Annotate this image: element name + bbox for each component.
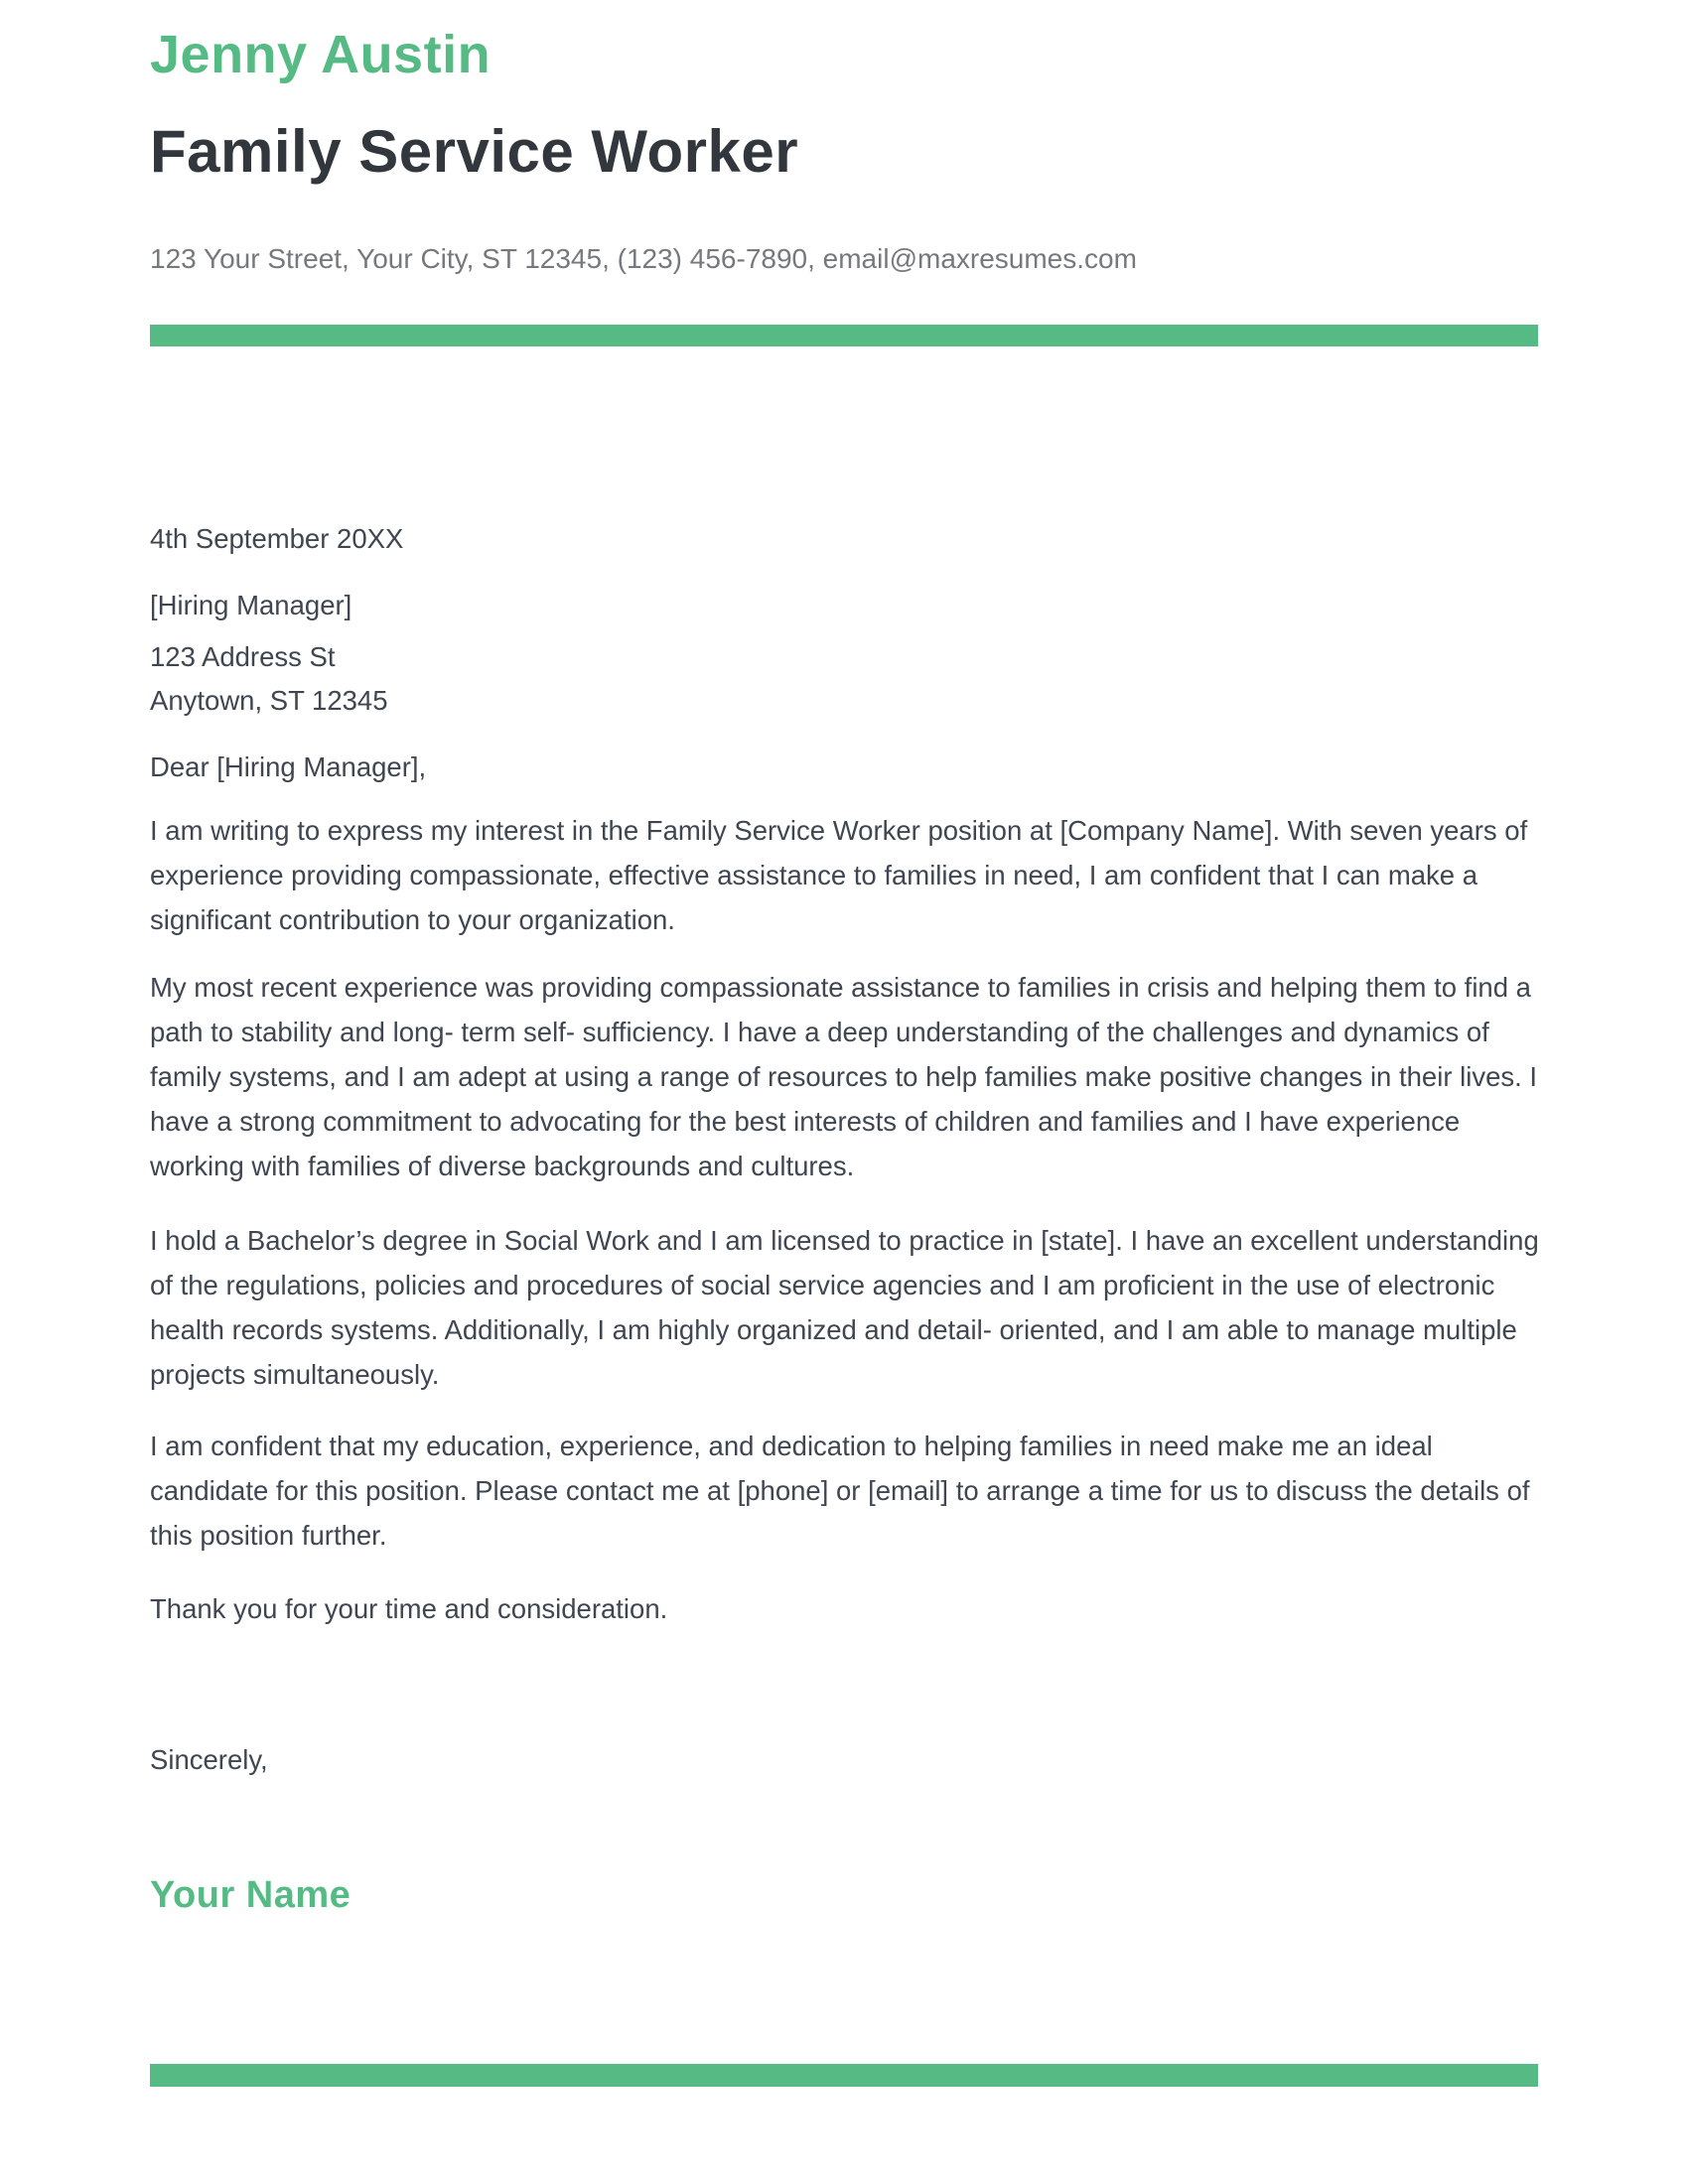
signature-name: Your Name xyxy=(150,1874,352,1916)
letter-paragraph-2: My most recent experience was providing compassionate assistance to families in crisis and helping them to find a path to stability and long- term self- sufficiency. I have a deep understanding of the challenges and dynamics of family systems, and I am adept at using a range of resources to help families make positive changes in their lives. I have a strong commitment to advocating for the best interests of children and families and I have experience working with families of diverse backgrounds and cultures. xyxy=(150,972,1538,1181)
letter-content xyxy=(150,0,1540,1918)
contact-line: 123 Your Street, Your City, ST 12345, (123) 456-7890, email@maxresumes.com xyxy=(150,243,1137,274)
applicant-name: Jenny Austin xyxy=(150,25,492,84)
letter-paragraph-4: I am confident that my education, experience, and dedication to helping families in need make me an ideal candidate for this position. Please contact me at [phone] or [email] to arrange a time for us to discuss the details of this position further. xyxy=(150,1431,1530,1551)
closing-line: Sincerely, xyxy=(150,1744,268,1775)
salutation: Dear [Hiring Manager], xyxy=(150,751,427,782)
recipient-address xyxy=(150,635,1540,723)
bottom-divider-bar xyxy=(150,2064,1538,2087)
recipient-name: [Hiring Manager] xyxy=(150,590,352,620)
recipient-address-line-2: Anytown, ST 12345 xyxy=(150,685,388,716)
letter-paragraph-1: I am writing to express my interest in the Family Service Worker position at [Company Name]. With seven years of experience providing compassionate, effective assistance to families in need, I am confident that I can make a significant contribution to your organization. xyxy=(150,815,1528,935)
recipient-address-line-1: 123 Address St xyxy=(150,641,336,672)
letter-date: 4th September 20XX xyxy=(150,523,404,554)
thanks-line: Thank you for your time and consideration. xyxy=(150,1593,668,1624)
job-title: Family Service Worker xyxy=(150,118,799,185)
letter-paragraph-3: I hold a Bachelor’s degree in Social Work and I am licensed to practice in [state]. I have an excellent understanding of the regulations, policies and procedures of social service agencies and I am proficient in the use of electronic health records systems. Additionally, I am highly organized and detail- oriented, and I am able to manage multiple projects simultaneously. xyxy=(150,1225,1539,1390)
top-divider-bar xyxy=(150,325,1538,346)
